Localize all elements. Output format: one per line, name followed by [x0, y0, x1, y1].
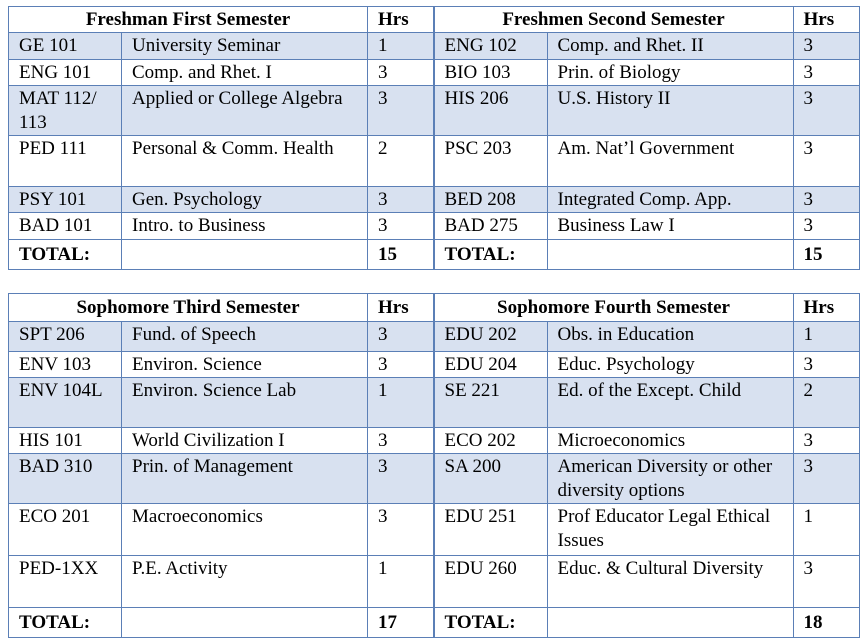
course-code: PED-1XX	[9, 556, 122, 608]
course-code: ENV 103	[9, 352, 122, 378]
course-row	[434, 85, 859, 136]
course-hours: 1	[368, 33, 434, 59]
total-hours: 15	[793, 239, 859, 269]
course-hours: 1	[793, 322, 859, 352]
course-hours: 2	[793, 378, 859, 428]
course-code: EDU 251	[434, 504, 547, 556]
semester-title: Freshmen Second Semester	[434, 7, 793, 33]
course-title: Prin. of Management	[122, 454, 368, 504]
total-hours: 17	[368, 608, 434, 638]
course-hours: 3	[368, 504, 434, 556]
course-row	[434, 504, 859, 556]
course-row	[434, 454, 859, 504]
hrs-header: Hrs	[793, 294, 859, 322]
course-title: Obs. in Education	[547, 322, 793, 352]
course-title: World Civilization I	[122, 428, 368, 454]
course-row	[9, 33, 434, 59]
course-code: EDU 260	[434, 556, 547, 608]
total-spacer	[122, 608, 368, 638]
course-hours: 3	[368, 322, 434, 352]
course-code: BAD 310	[9, 454, 122, 504]
course-title: Prof Educator Legal Ethical Issues	[547, 504, 793, 556]
course-row	[434, 352, 859, 378]
course-row	[9, 378, 434, 428]
course-row	[9, 136, 434, 187]
course-hours: 3	[368, 213, 434, 239]
course-title: Applied or College Algebra	[122, 85, 368, 136]
hrs-header: Hrs	[793, 7, 859, 33]
course-hours: 3	[793, 187, 859, 213]
semester-title: Freshman First Semester	[9, 7, 368, 33]
total-hours: 15	[368, 239, 434, 269]
total-hours: 18	[793, 608, 859, 638]
course-row	[434, 378, 859, 428]
course-code: BAD 101	[9, 213, 122, 239]
course-hours: 1	[368, 556, 434, 608]
course-hours: 1	[793, 504, 859, 556]
course-row	[434, 213, 859, 239]
semester-header-row	[434, 294, 859, 322]
course-title: Gen. Psychology	[122, 187, 368, 213]
course-code: HIS 206	[434, 85, 547, 136]
sophomore-year-block	[8, 293, 859, 637]
total-label: TOTAL:	[9, 239, 122, 269]
course-hours: 3	[368, 59, 434, 85]
semester-table	[434, 6, 860, 270]
semester-header-row	[9, 294, 434, 322]
total-label: TOTAL:	[434, 608, 547, 638]
freshmen-second-semester	[434, 6, 860, 270]
semester-table	[8, 6, 434, 270]
course-title: Educ. & Cultural Diversity	[547, 556, 793, 608]
course-code: ENG 102	[434, 33, 547, 59]
total-row	[434, 239, 859, 269]
course-hours: 3	[793, 556, 859, 608]
course-code: SPT 206	[9, 322, 122, 352]
course-code: EDU 202	[434, 322, 547, 352]
course-title: Intro. to Business	[122, 213, 368, 239]
freshman-year-block	[8, 6, 859, 270]
course-row	[434, 428, 859, 454]
course-code: PSY 101	[9, 187, 122, 213]
course-hours: 3	[793, 213, 859, 239]
course-hours: 3	[793, 428, 859, 454]
total-row	[9, 608, 434, 638]
course-title: Fund. of Speech	[122, 322, 368, 352]
course-code: ENV 104L	[9, 378, 122, 428]
course-code: SA 200	[434, 454, 547, 504]
course-code: ECO 201	[9, 504, 122, 556]
total-row	[9, 239, 434, 269]
semester-header-row	[434, 7, 859, 33]
course-row	[9, 322, 434, 352]
course-code: PSC 203	[434, 136, 547, 187]
course-code: BAD 275	[434, 213, 547, 239]
course-title: Personal & Comm. Health	[122, 136, 368, 187]
course-title: Comp. and Rhet. I	[122, 59, 368, 85]
course-hours: 3	[793, 136, 859, 187]
course-title: University Seminar	[122, 33, 368, 59]
course-row	[9, 428, 434, 454]
course-code: MAT 112/ 113	[9, 85, 122, 136]
course-row	[434, 322, 859, 352]
course-code: BED 208	[434, 187, 547, 213]
course-hours: 3	[793, 454, 859, 504]
course-title: Microeconomics	[547, 428, 793, 454]
course-code: PED 111	[9, 136, 122, 187]
course-hours: 2	[368, 136, 434, 187]
course-title: Environ. Science Lab	[122, 378, 368, 428]
course-title: Comp. and Rhet. II	[547, 33, 793, 59]
course-hours: 3	[793, 59, 859, 85]
course-row	[9, 504, 434, 556]
course-row	[434, 556, 859, 608]
course-row	[9, 213, 434, 239]
hrs-header: Hrs	[368, 294, 434, 322]
total-label: TOTAL:	[9, 608, 122, 638]
course-row	[9, 454, 434, 504]
sophomore-third-semester	[8, 293, 434, 637]
total-spacer	[547, 608, 793, 638]
course-title: American Diversity or other diversity options	[547, 454, 793, 504]
course-title: Macroeconomics	[122, 504, 368, 556]
course-hours: 3	[368, 352, 434, 378]
course-code: HIS 101	[9, 428, 122, 454]
course-hours: 3	[368, 187, 434, 213]
course-title: Environ. Science	[122, 352, 368, 378]
course-row	[434, 136, 859, 187]
course-title: Business Law I	[547, 213, 793, 239]
semester-table	[8, 293, 434, 638]
hrs-header: Hrs	[368, 7, 434, 33]
course-hours: 3	[368, 454, 434, 504]
course-hours: 3	[368, 85, 434, 136]
course-row	[9, 59, 434, 85]
course-code: EDU 204	[434, 352, 547, 378]
course-code: ENG 101	[9, 59, 122, 85]
course-hours: 3	[793, 352, 859, 378]
course-title: U.S. History II	[547, 85, 793, 136]
course-row	[434, 33, 859, 59]
course-title: P.E. Activity	[122, 556, 368, 608]
total-label: TOTAL:	[434, 239, 547, 269]
course-row	[9, 187, 434, 213]
course-title: Ed. of the Except. Child	[547, 378, 793, 428]
course-hours: 3	[793, 85, 859, 136]
semester-table	[434, 293, 860, 638]
course-code: ECO 202	[434, 428, 547, 454]
total-spacer	[547, 239, 793, 269]
course-row	[9, 352, 434, 378]
course-code: BIO 103	[434, 59, 547, 85]
course-row	[434, 187, 859, 213]
course-row	[9, 85, 434, 136]
course-code: SE 221	[434, 378, 547, 428]
semester-title: Sophomore Fourth Semester	[434, 294, 793, 322]
semester-title: Sophomore Third Semester	[9, 294, 368, 322]
course-title: Educ. Psychology	[547, 352, 793, 378]
course-hours: 3	[793, 33, 859, 59]
course-row	[9, 556, 434, 608]
course-title: Prin. of Biology	[547, 59, 793, 85]
total-spacer	[122, 239, 368, 269]
total-row	[434, 608, 859, 638]
semester-header-row	[9, 7, 434, 33]
sophomore-fourth-semester	[434, 293, 860, 637]
course-title: Integrated Comp. App.	[547, 187, 793, 213]
course-hours: 3	[368, 428, 434, 454]
freshman-first-semester	[8, 6, 434, 270]
course-title: Am. Nat’l Government	[547, 136, 793, 187]
course-hours: 1	[368, 378, 434, 428]
course-row	[434, 59, 859, 85]
course-code: GE 101	[9, 33, 122, 59]
